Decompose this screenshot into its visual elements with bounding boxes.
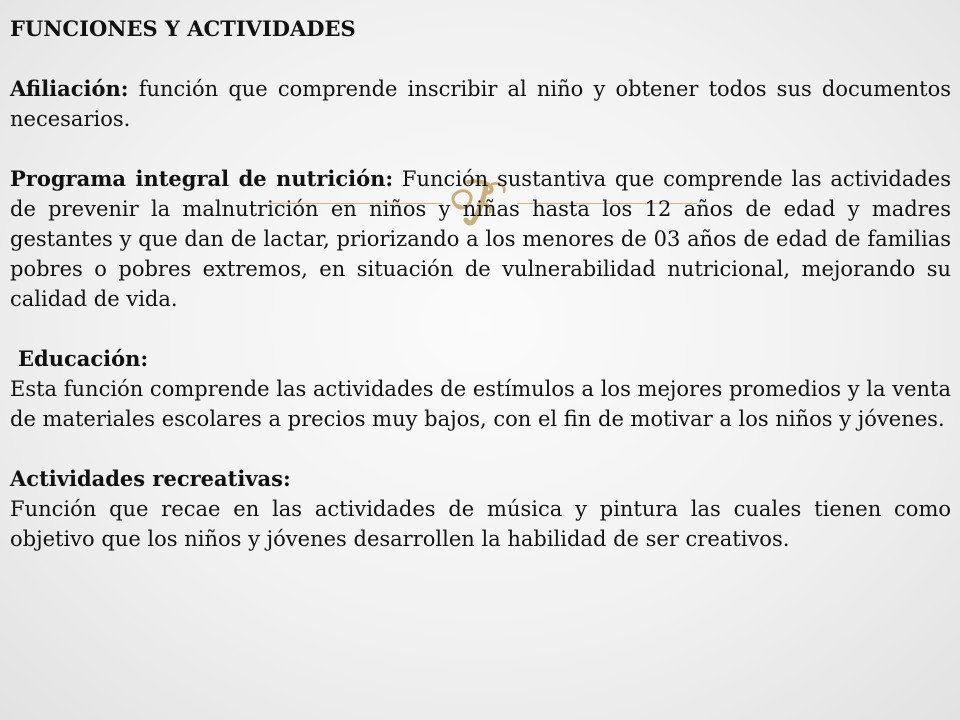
section-educacion: Esta función comprende las actividades de estímulos a los mejores promedios y la venta de materiales escolares a precios muy bajos, con el fin de motivar a los niños y jóvenes. xyxy=(10,377,951,431)
content-area xyxy=(10,14,951,554)
section-text: Función sustantiva que comprende las actividades de prevenir la malnutrición en niños y niñas hasta los 12 años de edad y madres gestantes y que dan de lactar, priorizando a los menores de 03 años de edad de familias pobres o pobres extremos, en situación de vulnerabilidad nutricional, mejorando su calidad de vida. xyxy=(10,167,951,311)
section-label-educacion: Educación: xyxy=(18,346,149,371)
section-label: Programa integral de nutrición: xyxy=(10,166,394,191)
section-label-recreativas: Actividades recreativas: xyxy=(10,466,291,491)
section-text: función que comprende inscribir al niño y obtener todos sus documentos necesarios. xyxy=(10,77,951,131)
section-label: Afiliación: xyxy=(10,76,129,101)
section-afiliacion xyxy=(10,74,951,134)
section-recreativas: Función que recae en las actividades de música y pintura las cuales tienen como objetivo que los niños y jóvenes desarrollen la habilidad de ser creativos. xyxy=(10,497,951,551)
section-nutricion xyxy=(10,164,951,314)
page-title: FUNCIONES Y ACTIVIDADES xyxy=(10,16,356,41)
